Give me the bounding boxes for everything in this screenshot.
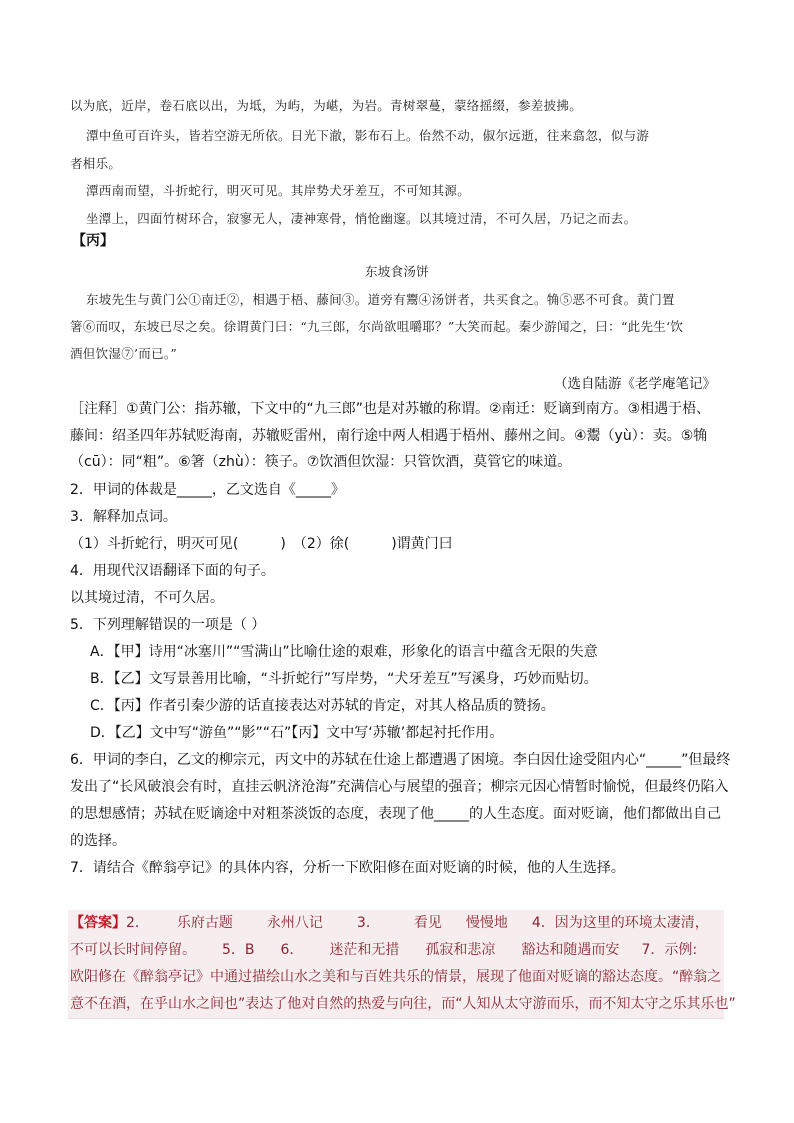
answer-text: 豁达和随遇而安 <box>521 942 620 958</box>
question-6-line: 发出了“长风破浪会有时，直挂云帆济沧海”充满信心与展望的强音；柳宗元因心情暂时愉悦，但最终仍陷入 <box>70 779 729 795</box>
answer-text: 看见 <box>413 915 442 931</box>
answer-line: 意不在酒，在乎山水之间也”表达了他对自然的热爱与向往，而“人知从太守游而乐，而不知太守之乐其乐也” <box>70 996 736 1012</box>
question-6-line: 6．甲词的李白，乙文的柳宗元，丙文中的苏轼在仕途上都遭遇了困境。李白因仕途受阻内心“_____”但最终 <box>70 752 731 768</box>
passage-bing-line: 箸⑥而叹，东坡已尽之矣。徐谓黄门曰：“九三郎，尔尚欲咀嚼耶？”大笑而起。秦少游闻之，曰：“此先生‘饮 <box>70 319 684 334</box>
question-5-option-d: D．【乙】文中写“游鱼”“影”“石”【丙】文中写‘苏辙’都起衬托作用。 <box>90 725 504 741</box>
answer-line <box>70 912 709 932</box>
passage-yi-line: 者相乐。 <box>70 156 122 171</box>
answer-text: 乐府古题 <box>176 915 233 931</box>
answer-line: 欧阳修在《醉翁亭记》中通过描绘山水之美和与百姓共乐的情景，展现了他面对贬谪的豁达态度。“醉翁之 <box>70 969 722 985</box>
passage-yi-line: 坐潭上，四面竹树环合，寂寥无人，凄神寒骨，悄怆幽邃。以其境过清，不可久居，乃记之而去。 <box>86 211 637 226</box>
passage-yi-line: 潭中鱼可百许头，皆若空游无所依。日光下澈，影布石上。佁然不动，俶尔远逝，往来翕忽，似与游 <box>86 128 650 143</box>
answer-text: 4．因为这里的环境太凄清， <box>531 915 709 931</box>
question-6-line: 的选择。 <box>70 833 126 849</box>
answer-text: 永州八记 <box>266 915 323 931</box>
question-7: 7．请结合《醉翁亭记》的具体内容，分析一下欧阳修在面对贬谪的时候，他的人生选择。 <box>70 860 625 876</box>
answer-text: 2． <box>126 915 149 931</box>
notes-line: （cū）：同“粗”。⑥箸（zhù）：筷子。⑦饮酒但饮湿：只管饮酒，莫管它的味道。 <box>70 454 572 470</box>
question-5: 5．下列理解错误的一项是（ ） <box>70 617 266 633</box>
question-5-option-c: C．【丙】作者引秦少游的话直接表达对苏轼的肯定，对其人格品质的赞扬。 <box>90 698 555 714</box>
notes-line: ［注释］①黄门公：指苏辙，下文中的“九三郎”也是对苏辙的称谓。②南迁：贬谪到南方。③相遇于梧、 <box>70 401 711 417</box>
passage-yi-line: 以为底，近岸，卷石底以出，为坻，为屿，为嵁，为岩。青树翠蔓，蒙络摇缀，参差披拂。 <box>70 98 583 113</box>
answer-text: 6． <box>280 942 304 958</box>
question-3-items: （1）斗折蛇行，明灭可见( ) （2）徐( )谓黄门曰 <box>70 536 453 552</box>
passage-bing-line: 东坡先生与黄门公①南迁②，相遇于梧、藤间③。道旁有鬻④汤饼者，共买食之。觕⑤恶不可食。黄门置 <box>86 292 675 307</box>
passage-bing-line: 酒但饮湿⑦’而已。” <box>70 346 178 361</box>
passage-yi-line: 潭西南而望，斗折蛇行，明灭可见。其岸势犬牙差互，不可知其源。 <box>86 183 471 198</box>
question-5-option-a: A．【甲】诗用“冰塞川”“雪满山”比喻仕途的艰难，形象化的语言中蕴含无限的失意 <box>90 644 598 660</box>
question-2: 2．甲词的体裁是_____，乙文选自《_____》 <box>70 482 345 498</box>
answer-text: 孤寂和悲凉 <box>425 942 496 958</box>
passage-title: 东坡食汤饼 <box>364 264 429 279</box>
section-heading-bing: 【丙】 <box>72 233 114 249</box>
answer-text: 迷茫和无措 <box>329 942 400 958</box>
question-4: 4．用现代汉语翻译下面的句子。 <box>70 563 275 579</box>
question-3: 3．解释加点词。 <box>70 509 177 525</box>
answer-text: 慢慢地 <box>465 915 508 931</box>
answer-text: 3． <box>356 915 380 931</box>
answer-text: 不可以长时间停留。 <box>70 942 196 958</box>
answer-line <box>70 939 697 959</box>
passage-source: （选自陆游《老学庵笔记》 <box>554 376 716 392</box>
answer-tag: 【答案】 <box>70 915 126 931</box>
notes-line: 藤间：绍圣四年苏轼贬海南，苏辙贬雷州，南行途中两人相遇于梧州、藤州之间。④鬻（yù）：卖。⑤觕 <box>70 428 708 444</box>
answer-text: 7．示例: <box>641 942 698 958</box>
question-4-sentence: 以其境过清，不可久居。 <box>70 590 224 606</box>
answer-text: 5．B <box>222 942 255 958</box>
question-6-line: 的思想感情；苏轼在贬谪途中对粗茶淡饭的态度，表现了他_____的人生态度。面对贬谪，他们都做出自己 <box>70 806 721 822</box>
question-5-option-b: B．【乙】文写景善用比喻，“斗折蛇行”写岸势，“犬牙差互”写溪身，巧妙而贴切。 <box>90 671 598 687</box>
